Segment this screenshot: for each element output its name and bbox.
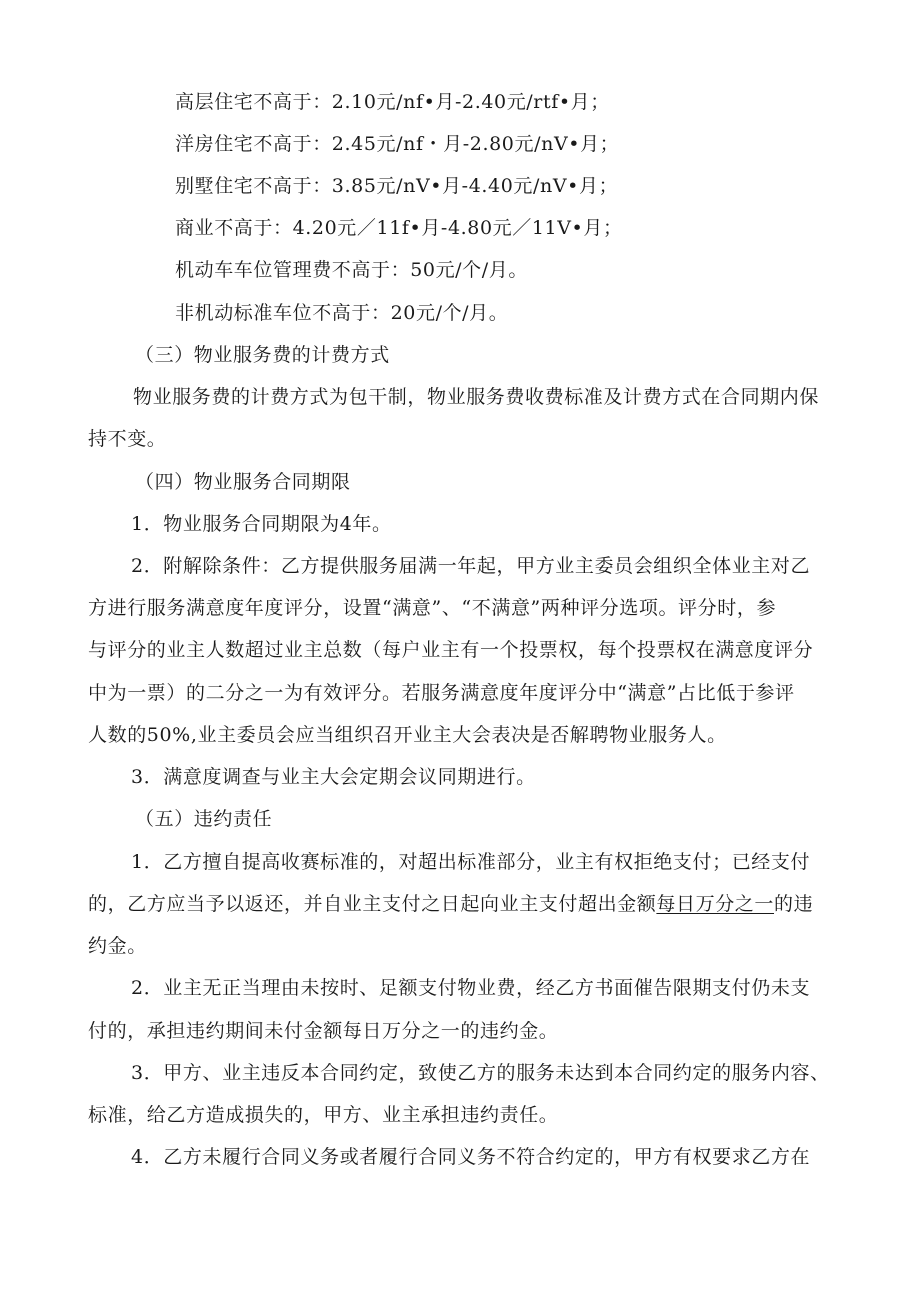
liability-item-1-line-2	[88, 892, 813, 916]
section-heading-term: （四）物业服务合同期限	[135, 471, 351, 493]
liability-item-1-line-1: 1．乙方擅自提高收赛标准的，对超出标准部分，业主有权拒绝支付；已经支付	[131, 851, 811, 873]
liability-item-3-line-2: 标准，给乙方造成损失的，甲方、业主承担违约责任。	[88, 1104, 559, 1126]
liability-item-2-line-2: 付的，承担违约期间未付金额每日万分之一的违约金。	[88, 1020, 559, 1042]
term-item-2-line-5: 人数的50%,业主委员会应当组织召开业主大会表决是否解聘物业服务人。	[88, 724, 727, 746]
term-item-3: 3．满意度调查与业主大会定期会议同期进行。	[131, 766, 536, 788]
liability-item-1-line-2-text: 的，乙方应当予以返还，并自业主支付之日起向业主支付超出金额	[88, 893, 657, 915]
term-item-2-line-3: 与评分的业主人数超过业主总数（每户业主有一个投票权，每个投票权在满意度评分	[88, 639, 814, 661]
section-heading-liability: （五）违约责任	[135, 808, 273, 830]
fee-line-commercial: 商业不高于：4.20元／11f•月-4.80元／11V•月；	[175, 217, 623, 239]
liability-item-4-line-1: 4．乙方未履行合同义务或者履行合同义务不符合约定的，甲方有权要求乙方在	[131, 1146, 811, 1168]
liability-item-2-line-1: 2．业主无正当理由未按时、足额支付物业费，经乙方书面催告限期支付仍未支	[131, 977, 811, 999]
liability-item-1-line-2-tail: 的违	[774, 893, 814, 915]
liability-item-3-line-1: 3．甲方、业主违反本合同约定，致使乙方的服务未达到本合同约定的服务内容、	[131, 1062, 830, 1084]
billing-para-line-1: 物业服务费的计费方式为包干制，物业服务费收费标准及计费方式在合同期内保	[133, 386, 820, 408]
underlined-rate: 每日万分之一	[656, 893, 775, 915]
billing-para-line-2: 持不变。	[88, 428, 167, 450]
term-item-2-line-4: 中为一票）的二分之一为有效评分。若服务满意度年度评分中“满意”占比低于参评	[88, 682, 795, 704]
fee-line-villa: 别墅住宅不高于：3.85元/nV•月-4.40元/nV•月；	[175, 175, 619, 197]
term-item-2-line-2: 方进行服务满意度年度评分，设置“满意”、“不满意”两种评分选项。评分时，参	[88, 597, 777, 619]
fee-line-villa-house: 洋房住宅不高于：2.45元/nf・月-2.80元/nV•月；	[175, 133, 620, 155]
term-item-1: 1．物业服务合同期限为4年。	[131, 513, 392, 535]
liability-item-1-line-3: 约金。	[88, 935, 147, 957]
fee-line-nonvehicle-parking: 非机动标准车位不高于：20元/个/月。	[175, 302, 509, 324]
section-heading-billing: （三）物业服务费的计费方式	[135, 344, 390, 366]
term-item-2-line-1: 2．附解除条件：乙方提供服务届满一年起，甲方业主委员会组织全体业主对乙	[131, 555, 811, 577]
fee-line-vehicle-parking: 机动车车位管理费不高于：50元/个/月。	[175, 259, 528, 281]
fee-line-highrise: 高层住宅不高于：2.10元/nf•月-2.40元/rtf•月；	[175, 91, 610, 113]
